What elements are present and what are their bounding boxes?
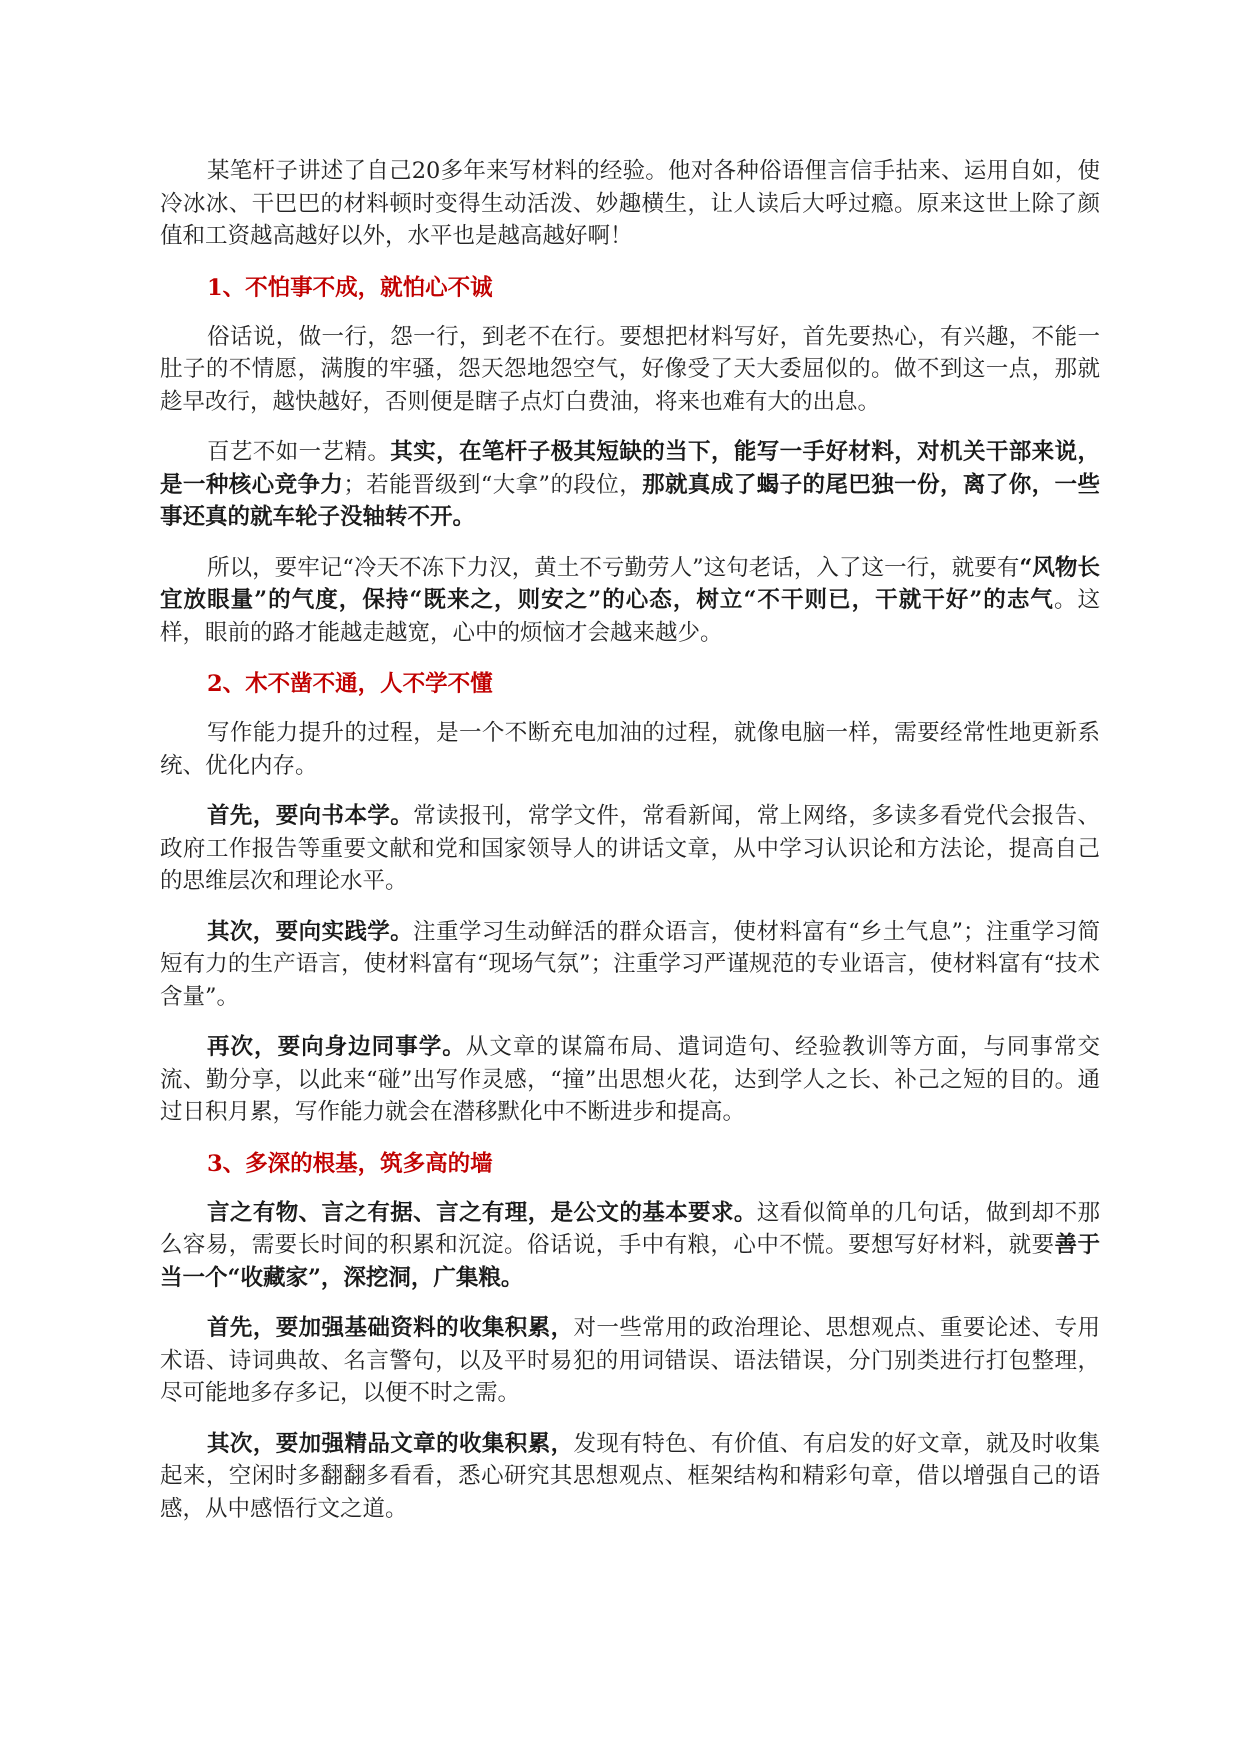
text-run: 从文章的谋篇布局、遣词造句、经验教训等方面，与同事常交流、勤分享，以此来“碰”出写作灵感，“撞”出思想火花，达到学人之长、补己之短的目的。通过日积月累，写作能力就会在潜移默化中不断进步和提高。 [160, 1034, 1100, 1125]
text-run: 。这样，眼前的路才能越走越宽，心中的烦恼才会越来越少。 [160, 587, 1100, 646]
body-paragraph [160, 436, 1100, 534]
bold-text: 其次，要向实践学。 [207, 918, 414, 945]
body-paragraph [160, 155, 1100, 253]
document-page [160, 155, 1100, 1543]
bold-text: 言之有物、言之有据、言之有理，是公文的基本要求。 [207, 1199, 757, 1226]
bold-text: 首先，要向书本学。 [207, 803, 414, 829]
bold-text: 再次，要向身边同事学。 [207, 1034, 466, 1060]
text-run: 常读报刊，常学文件，常看新闻，常上网络，多读多看党代会报告、政府工作报告等重要文献和党和国家领导人的讲话文章，从中学习认识论和方法论，提高自己的思维层次和理论水平。 [160, 803, 1100, 894]
bold-text: “风物长宜放眼量”的气度，保持“既来之，则安之”的心态，树立“不干则已，干就干好”的志气 [160, 554, 1100, 613]
text-run: 所以，要牢记“冷天不冻下力汉，黄土不亏勤劳人”这句老话，入了这一行，就要有 [207, 554, 1020, 581]
body-paragraph [160, 1312, 1100, 1410]
text-run: 这看似简单的几句话，做到却不那么容易，需要长时间的积累和沉淀。俗话说，手中有粮，心中不慌。要想写好材料，就要 [160, 1199, 1100, 1258]
text-run: 注重学习生动鲜活的群众语言，使材料富有“乡土气息”；注重学习简短有力的生产语言，使材料富有“现场气氛”；注重学习严谨规范的专业语言，使材料富有“技术含量”。 [160, 918, 1100, 1010]
text-run: 百艺不如一艺精。 [207, 439, 391, 465]
body-paragraph [160, 916, 1100, 1014]
body-paragraph [160, 552, 1100, 650]
text-run: 发现有特色、有价值、有启发的好文章，就及时收集起来，空闲时多翻翻多看看，悉心研究其思想观点、框架结构和精彩句章，借以增强自己的语感，从中感悟行文之道。 [160, 1430, 1100, 1522]
body-paragraph [160, 800, 1100, 898]
body-paragraph [160, 321, 1100, 419]
section-heading: 3、多深的根基，筑多高的墙 [207, 1150, 493, 1177]
text-run: 对一些常用的政治理论、思想观点、重要论述、专用术语、诗词典故、名言警句，以及平时易犯的用词错误、语法错误，分门别类进行打包整理，尽可能地多存多记，以便不时之需。 [160, 1315, 1100, 1406]
text-run: ；若能晋级到“大拿”的段位， [343, 471, 643, 498]
text-run: 某笔杆子讲述了自己20多年来写材料的经验。他对各种俗语俚言信手拈来、运用自如，使冷冰冰、干巴巴的材料顿时变得生动活泼、妙趣横生，让人读后大呼过瘾。原来这世上除了颜值和工资越高越好以外，水平也是越高越好啊！ [160, 158, 1100, 249]
body-paragraph [160, 717, 1100, 782]
body-paragraph [160, 1197, 1100, 1295]
bold-text: 善于当一个“收藏家”，深挖洞，广集粮。 [160, 1232, 1100, 1291]
body-paragraph [160, 1031, 1100, 1129]
section-heading: 1、不怕事不成，就怕心不诚 [207, 274, 493, 301]
body-paragraph [160, 1428, 1100, 1526]
text-run: 俗话说，做一行，怨一行，到老不在行。要想把材料写好，首先要热心，有兴趣，不能一肚子的不情愿，满腹的牢骚，怨天怨地怨空气，好像受了天大委屈似的。做不到这一点，那就趁早改行，越快越好，否则便是瞎子点灯白费油，将来也难有大的出息。 [160, 323, 1100, 415]
bold-text: 其次，要加强精品文章的收集积累， [207, 1430, 574, 1457]
section-heading: 2、木不凿不通，人不学不懂 [207, 671, 493, 697]
bold-text: 那就真成了蝎子的尾巴独一份，离了你，一些事还真的就车轮子没轴转不开。 [160, 471, 1100, 530]
bold-text: 首先，要加强基础资料的收集积累， [207, 1315, 574, 1341]
bold-text: 其实，在笔杆子极其短缺的当下，能写一手好材料，对机关干部来说，是一种核心竞争力 [160, 439, 1100, 498]
text-run: 写作能力提升的过程，是一个不断充电加油的过程，就像电脑一样，需要经常性地更新系统、优化内存。 [160, 720, 1100, 779]
